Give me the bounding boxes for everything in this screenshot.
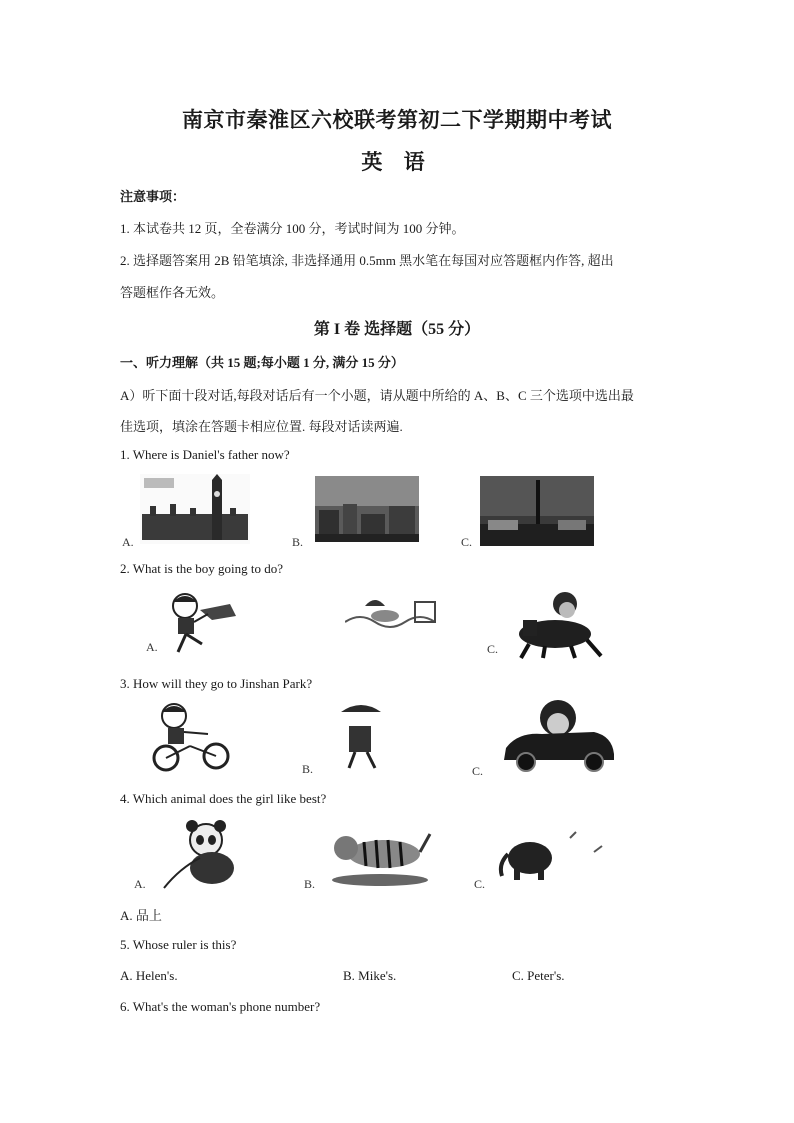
- question-1-option-c-label: C.: [461, 535, 473, 549]
- notice-item-2-line-1: 2. 选择题答案用 2B 铅笔填涂, 非选择通用 0.5mm 黑水笔在每国对应答题框内作答, 超出: [120, 253, 614, 268]
- question-2-option-c-label: C.: [487, 642, 499, 656]
- subject-title: 英 语: [361, 150, 433, 174]
- london-skyline-image: [140, 474, 250, 544]
- notice-item-2-line-2: 答题框作各无效。: [120, 285, 225, 300]
- boy-skating-image: [160, 590, 250, 656]
- exam-title: 南京市秦淮区六校联考第初二下学期期中考试: [182, 108, 612, 132]
- elephant-image: [490, 828, 610, 884]
- boy-on-bike-image: [150, 702, 234, 772]
- question-3-option-c-label: C.: [472, 764, 484, 778]
- question-1-option-a-label: A.: [122, 535, 134, 549]
- man-in-car-image: [498, 698, 620, 774]
- question-3-text: 3. How will they go to Jinshan Park?: [120, 676, 313, 691]
- notice-heading: 注意事项：: [120, 189, 186, 204]
- boy-riding-horse-image: [505, 590, 617, 660]
- tiger-image: [330, 822, 432, 888]
- question-1-text: 1. Where is Daniel's father now?: [120, 447, 290, 462]
- question-3-option-b-label: B.: [302, 762, 314, 776]
- question-4-option-b-label: B.: [304, 877, 316, 891]
- tower-skyline-image: [480, 476, 594, 546]
- question-1-option-b-label: B.: [292, 535, 304, 549]
- question-2-option-a-label: A.: [146, 640, 158, 654]
- boy-swimming-image: [345, 592, 445, 634]
- notice-item-1: 1. 本试卷共 12 页，全卷满分 100 分，考试时间为 100 分钟。: [120, 221, 465, 236]
- question-5-option-b: B. Mike's.: [343, 968, 397, 983]
- question-6-text: 6. What's the woman's phone number?: [120, 999, 321, 1014]
- question-4-answer-line: A. 品上: [120, 908, 162, 923]
- part1-heading: 一、听力理解（共 15 题;每小题 1 分, 满分 15 分）: [120, 355, 404, 370]
- part1-instruction-line-2: 佳选项，填涂在答题卡相应位置. 每段对话读两遍.: [120, 419, 403, 434]
- section-title: 第 I 卷 选择题（55 分）: [313, 321, 481, 338]
- question-5-option-c: C. Peter's.: [512, 968, 565, 983]
- question-4-text: 4. Which animal does the girl like best?: [120, 791, 327, 806]
- part1-instruction-line-1: A）听下面十段对话,每段对话后有一个小题，请从题中所给的 A、B、C 三个选项中选出最: [120, 388, 634, 403]
- question-5-text: 5. Whose ruler is this?: [120, 937, 237, 952]
- boy-walking-image: [335, 702, 387, 774]
- panda-image: [160, 818, 252, 890]
- question-2-text: 2. What is the boy going to do?: [120, 561, 283, 576]
- question-4-option-a-label: A.: [134, 877, 146, 891]
- question-4-option-c-label: C.: [474, 877, 486, 891]
- question-5-option-a: A. Helen's.: [120, 968, 178, 983]
- city-skyline-image: [315, 476, 419, 542]
